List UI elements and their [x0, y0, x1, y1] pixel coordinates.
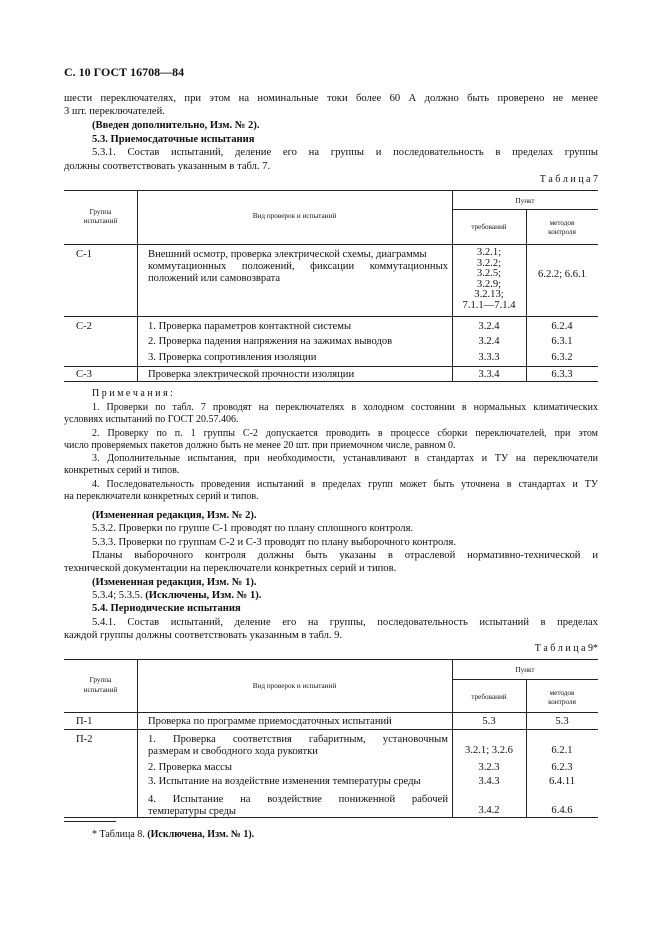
- t9-p2-item-2-req: 3.2.3: [478, 762, 500, 773]
- t7-group-c2: С-2: [76, 321, 92, 332]
- amendment-note-ed2: (Измененная редакция, Изм. № 2).: [92, 510, 257, 521]
- t7-c1-meth: 6.2.2; 6.6.1: [538, 269, 586, 280]
- section-5-4-heading: 5.4. Периодические испытания: [92, 603, 241, 614]
- t7-c2-item-2-req: 3.2.4: [478, 336, 500, 347]
- t7-c2-item-3: 3. Проверка сопротивления изоляции: [148, 352, 317, 363]
- t9-group-p1: П-1: [76, 716, 93, 727]
- section-5-3-heading: 5.3. Приемосдаточные испытания: [92, 134, 255, 145]
- t9-p1-req: 5.3: [482, 716, 496, 727]
- t9-p2-item-1-line-2: размерам и свободного хода рукоятки: [148, 746, 318, 757]
- note-2-line-1: 2. Проверку по п. 1 группы С-2 допускается проводить в процессе сборки переключателей, при этом: [92, 428, 598, 439]
- t7-head-group-2: испытаний: [83, 217, 118, 225]
- t7-c2-item-2: 2. Проверка падения напряжения на зажимах выводов: [148, 336, 393, 347]
- footnote: * Таблица 8. (Исключена, Изм. № 1).: [92, 829, 255, 840]
- notes-title: П р и м е ч а н и я :: [92, 388, 173, 399]
- para-plans-line-2: технической документации на переключатели конкретных серий и типов.: [64, 563, 397, 574]
- footnote-rule: [64, 821, 116, 822]
- t7-c2-item-1-req: 3.2.4: [478, 321, 500, 332]
- t9-p2-item-1-line-1: 1. Проверка соответствия габаритным, установочным: [148, 734, 448, 745]
- t7-c1-line-1: Внешний осмотр, проверка электрической схемы, диаграммы: [148, 249, 427, 260]
- note-3-line-2: конкретных серий и типов.: [64, 465, 180, 476]
- t9-p2-item-4-req: 3.4.2: [478, 805, 500, 816]
- t7-group-c3: С-3: [76, 369, 92, 380]
- t7-c1-req-6: 7.1.1—7.1.4: [462, 300, 516, 311]
- t9-head-group-1: Группа: [89, 676, 112, 684]
- note-3-line-1: 3. Дополнительные испытания, при необходимости, устанавливают в стандартах и ТУ на переключатели: [92, 453, 598, 464]
- t7-c2-item-1: 1. Проверка параметров контактной системы: [148, 321, 352, 332]
- para-5-3-3: 5.3.3. Проверки по группам С-2 и С-3 проводят по плану выборочного контроля.: [92, 537, 456, 548]
- t7-c1-line-2: коммутационных положений, фиксации коммутационных: [148, 261, 448, 272]
- amendment-note-ed1: (Измененная редакция, Изм. № 1).: [92, 577, 257, 588]
- amendment-note-added: (Введен дополнительно, Изм. № 2).: [92, 120, 260, 131]
- t9-head-type: Вид проверок и испытаний: [252, 682, 337, 690]
- t7-head-req: требований: [471, 223, 507, 231]
- para-plans-line-1: Планы выборочного контроля должны быть указаны в отраслевой нормативно-технической и: [92, 550, 598, 561]
- t9-p2-item-1-meth: 6.2.1: [551, 745, 573, 756]
- note-4-line-1: 4. Последовательность проведения испытаний в пределах групп может быть уточнена в стандартах и ТУ: [92, 479, 598, 490]
- t7-c1-req-5: 3.2.13;: [474, 289, 504, 301]
- t9-head-group-2: испытаний: [83, 686, 118, 694]
- note-2-line-2: число проверяемых пакетов должно быть не менее 20 шт. при приемочном числе, равном 0.: [64, 440, 456, 451]
- t9-p1-text: Проверка по программе приемосдаточных испытаний: [148, 716, 392, 727]
- t7-group-c1: С-1: [76, 249, 92, 260]
- para-5-4-1-line-1: 5.4.1. Состав испытаний, деление его на группы, последовательность испытаний в пределах: [92, 617, 598, 628]
- t9-head-meth-2: контроля: [548, 698, 576, 706]
- t7-head-meth-2: контроля: [548, 228, 576, 236]
- table-7-caption: Т а б л и ц а 7: [539, 174, 598, 185]
- t9-p2-item-2-meth: 6.2.3: [551, 762, 573, 773]
- t9-head-punkt: Пункт: [515, 666, 535, 674]
- t9-p2-item-4-line-1: 4. Испытание на воздействие пониженной рабочей: [148, 794, 448, 805]
- t9-p2-item-4-meth: 6.4.6: [551, 805, 573, 816]
- t7-head-group-1: Группа: [89, 208, 112, 216]
- t9-p2-item-3-meth: 6.4.11: [548, 776, 576, 787]
- t7-c2-item-3-meth: 6.3.2: [551, 352, 573, 363]
- para-5-3-1-line-1: 5.3.1. Состав испытаний, деление его на группы и последовательность в пределах группы: [92, 147, 598, 158]
- note-1-line-2: условиях испытаний по ГОСТ 20.57.406.: [64, 414, 239, 425]
- t9-p2-item-4-line-2: температуры среды: [148, 806, 237, 817]
- table-9-caption: Т а б л и ц а 9*: [534, 643, 598, 654]
- t7-c1-req-3: 3.2.5;: [476, 268, 502, 280]
- para-5-3-1-line-2: должны соответствовать указанным в табл. 7.: [64, 161, 271, 172]
- para-5-3-4-5: 5.3.4; 5.3.5. (Исключены, Изм. № 1).: [92, 590, 262, 601]
- para-5-4-1-line-2: каждой группы должны соответствовать указанным в табл. 9.: [64, 630, 343, 641]
- note-4-line-2: на переключатели конкретных серий и типов.: [64, 491, 259, 502]
- intro-line-1: шести переключателях, при этом на номинальные токи более 60 А должно быть проверено не менее: [64, 93, 598, 104]
- t9-p2-item-2: 2. Проверка массы: [148, 762, 232, 773]
- t7-c1-req-4: 3.2.9;: [476, 278, 502, 290]
- t9-p1-meth: 5.3: [555, 716, 569, 727]
- t7-c1-line-3: положений или самовозврата: [148, 273, 281, 284]
- t9-group-p2: П-2: [76, 734, 93, 745]
- t9-head-meth-1: методов: [549, 689, 575, 697]
- t7-head-punkt: Пункт: [515, 197, 535, 205]
- t7-c1-req-1: 3.2.1;: [476, 247, 502, 258]
- t7-c2-item-2-meth: 6.3.1: [551, 336, 573, 347]
- t9-p2-item-3-req: 3.4.3: [478, 776, 500, 787]
- t7-c3-req: 3.3.4: [478, 369, 500, 380]
- t7-head-meth-1: методов: [549, 219, 575, 227]
- t7-c3-meth: 6.3.3: [551, 369, 573, 380]
- page-header: С. 10 ГОСТ 16708—84: [64, 65, 185, 79]
- t7-c1-req-2: 3.2.2;: [476, 257, 502, 269]
- t9-head-req: требований: [471, 693, 507, 701]
- t7-c3-text: Проверка электрической прочности изоляции: [148, 369, 355, 380]
- note-1-line-1: 1. Проверки по табл. 7 проводят на переключателях в холодном состоянии в нормальных климатических: [92, 402, 598, 413]
- t9-p2-item-3: 3. Испытание на воздействие изменения температуры среды: [148, 776, 421, 787]
- t7-head-type: Вид проверок и испытаний: [252, 212, 337, 220]
- t9-p2-item-1-req: 3.2.1; 3.2.6: [465, 745, 513, 756]
- t7-c2-item-1-meth: 6.2.4: [551, 321, 573, 332]
- t7-c2-item-3-req: 3.3.3: [478, 352, 500, 363]
- intro-line-2: 3 шт. переключателей.: [64, 106, 165, 117]
- para-5-3-2: 5.3.2. Проверки по группе С-1 проводят по плану сплошного контроля.: [92, 523, 414, 534]
